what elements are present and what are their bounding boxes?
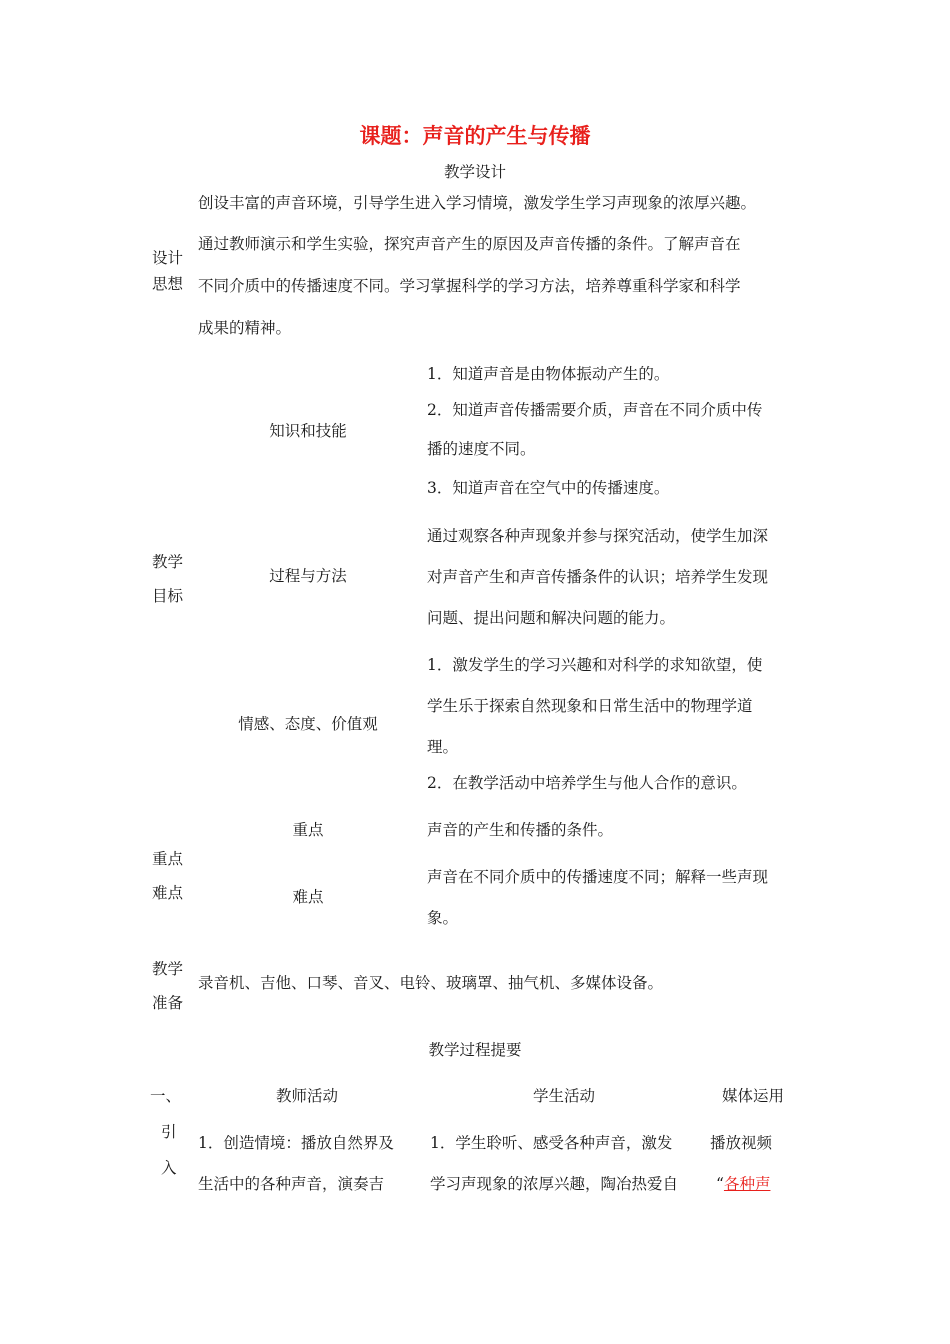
emotion-line-3: 理。 xyxy=(427,738,459,756)
header-teacher: 教师活动 xyxy=(276,1087,339,1105)
prep-label: 教学 准备 xyxy=(152,960,184,1012)
header-student: 学生活动 xyxy=(533,1087,596,1105)
process-line-2: 对声音产生和声音传播条件的认识；培养学生发现 xyxy=(427,568,769,586)
media-link[interactable]: 各种声 xyxy=(723,1175,771,1193)
section-label-char-2: 入 xyxy=(161,1159,177,1177)
emotion-line-2: 学生乐于探索自然现象和日常生活中的物理学道 xyxy=(427,697,753,715)
section-number: 一、 xyxy=(150,1087,182,1105)
difficulty-label: 难点 xyxy=(292,888,324,906)
student-line-2: 学习声现象的浓厚兴趣，陶冶热爱自 xyxy=(430,1175,679,1193)
knowledge-line-3: 播的速度不同。 xyxy=(427,440,536,458)
focus-label: 重点 xyxy=(292,821,324,839)
section-label-char-1: 引 xyxy=(161,1123,177,1141)
media-line-1: 播放视频 xyxy=(710,1134,773,1152)
knowledge-line-4: 3．知道声音在空气中的传播速度。 xyxy=(427,479,670,497)
header-media: 媒体运用 xyxy=(722,1087,785,1105)
focus-text: 声音的产生和传播的条件。 xyxy=(427,821,614,839)
knowledge-line-2: 2．知道声音传播需要介质，声音在不同介质中传 xyxy=(427,401,763,419)
emotion-line-4: 2．在教学活动中培养学生与他人合作的意识。 xyxy=(427,774,747,792)
knowledge-line-1: 1．知道声音是由物体振动产生的。 xyxy=(427,365,670,383)
student-line-1: 1．学生聆听、感受各种声音，激发 xyxy=(430,1134,673,1152)
difficulty-line-2: 象。 xyxy=(427,909,459,927)
process-line-3: 问题、提出问题和解决问题的能力。 xyxy=(427,609,676,627)
knowledge-label: 知识和技能 xyxy=(269,422,347,440)
teacher-line-1: 1．创造情境：播放自然界及 xyxy=(198,1134,394,1152)
emotion-label: 情感、态度、价值观 xyxy=(238,715,378,733)
key-label: 重点 难点 xyxy=(152,850,184,902)
goals-label: 教学 目标 xyxy=(152,553,184,605)
emotion-line-1: 1．激发学生的学习兴趣和对科学的求知欲望，使 xyxy=(427,656,763,674)
process-line-1: 通过观察各种声现象并参与探究活动，使学生加深 xyxy=(427,527,769,545)
page-subtitle: 教学设计 xyxy=(443,163,506,181)
design-line-3: 不同介质中的传播速度不同。学习掌握科学的学习方法，培养尊重科学家和科学 xyxy=(198,277,741,295)
design-line-1: 创设丰富的声音环境，引导学生进入学习情境，激发学生学习声现象的浓厚兴趣。 xyxy=(198,194,757,212)
design-line-4: 成果的精神。 xyxy=(198,319,292,337)
teacher-line-2: 生活中的各种声音，演奏吉 xyxy=(198,1175,385,1193)
design-label: 设计 思想 xyxy=(152,249,184,293)
media-line-2 xyxy=(716,1172,770,1194)
media-quote: “ xyxy=(716,1175,724,1193)
process-section-title: 教学过程提要 xyxy=(428,1041,522,1059)
difficulty-line-1: 声音在不同介质中的传播速度不同；解释一些声现 xyxy=(427,868,769,886)
prep-text: 录音机、吉他、口琴、音叉、电铃、玻璃罩、抽气机、多媒体设备。 xyxy=(198,974,664,992)
page-title: 课题：声音的产生与传播 xyxy=(359,124,591,148)
design-line-2: 通过教师演示和学生实验，探究声音产生的原因及声音传播的条件。了解声音在 xyxy=(198,235,741,253)
process-label: 过程与方法 xyxy=(269,567,347,585)
